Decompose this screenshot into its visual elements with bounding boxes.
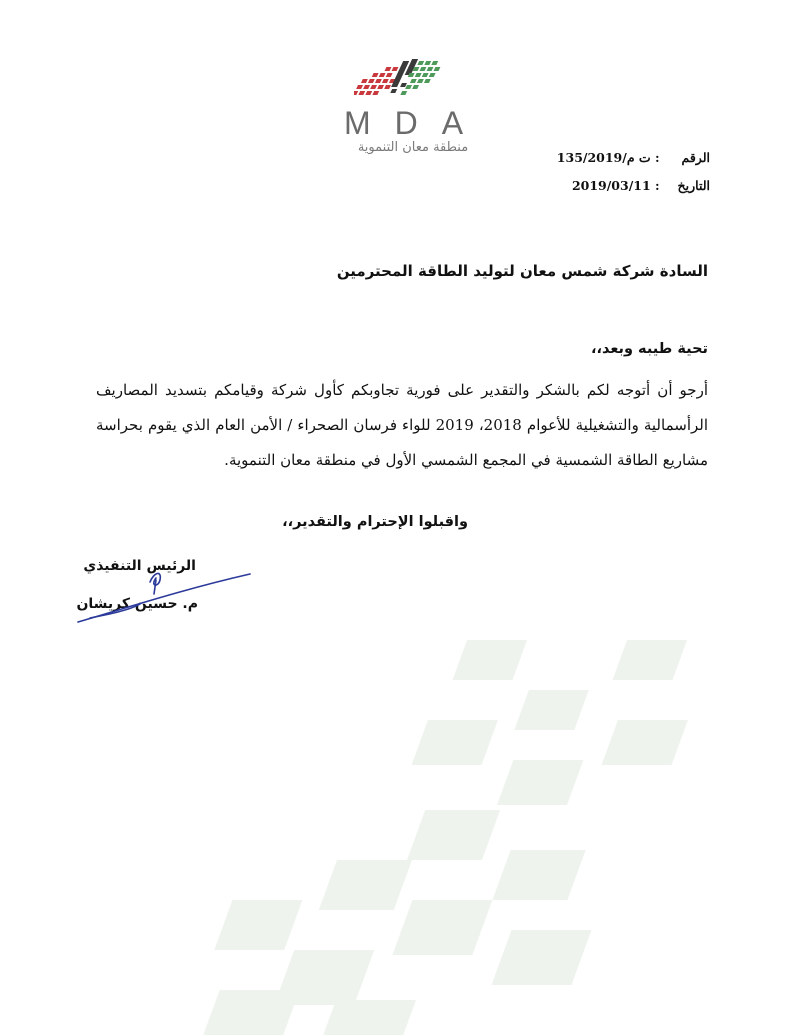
letter-date-value: : 2019/03/11 <box>571 178 660 193</box>
letter-date <box>572 178 710 193</box>
recipient-line: السادة شركة شمس معان لتوليد الطاقة المحترمين <box>336 262 708 280</box>
logo-letters: MDA <box>344 105 488 141</box>
reference-number <box>557 150 710 165</box>
reference-number-label: الرقم <box>681 150 710 165</box>
letter-date-label: التاريخ <box>677 178 710 193</box>
mda-logo <box>330 55 490 155</box>
closing-line: واقبلوا الإحترام والتقدير،، <box>282 514 468 530</box>
greeting: تحية طيبه وبعد،، <box>590 341 708 357</box>
signatory-name: م. حسين كريشان <box>76 596 198 612</box>
handwritten-signature <box>70 560 260 630</box>
logo-subtitle: منطقة معان التنموية <box>357 140 469 155</box>
letter-body: أرجو أن أتوجه لكم بالشكر والتقدير على فورية تجاوبكم كأول شركة وقيامكم بتسديد المصاريف الرأسمالية والتشغيلية للأعوام 2018، 2019 للواء فرسان الصحراء / الأمن العام الذي يقوم بحراسة مشاريع الطاقة الشمسية في المجمع الشمسي الأول في منطقة معان التنموية. <box>96 381 708 469</box>
signatory-title: الرئيس التنفيذي <box>83 558 196 574</box>
reference-number-value: : ت م/135/2019 <box>556 150 660 165</box>
logo-grid-icon <box>354 55 464 105</box>
